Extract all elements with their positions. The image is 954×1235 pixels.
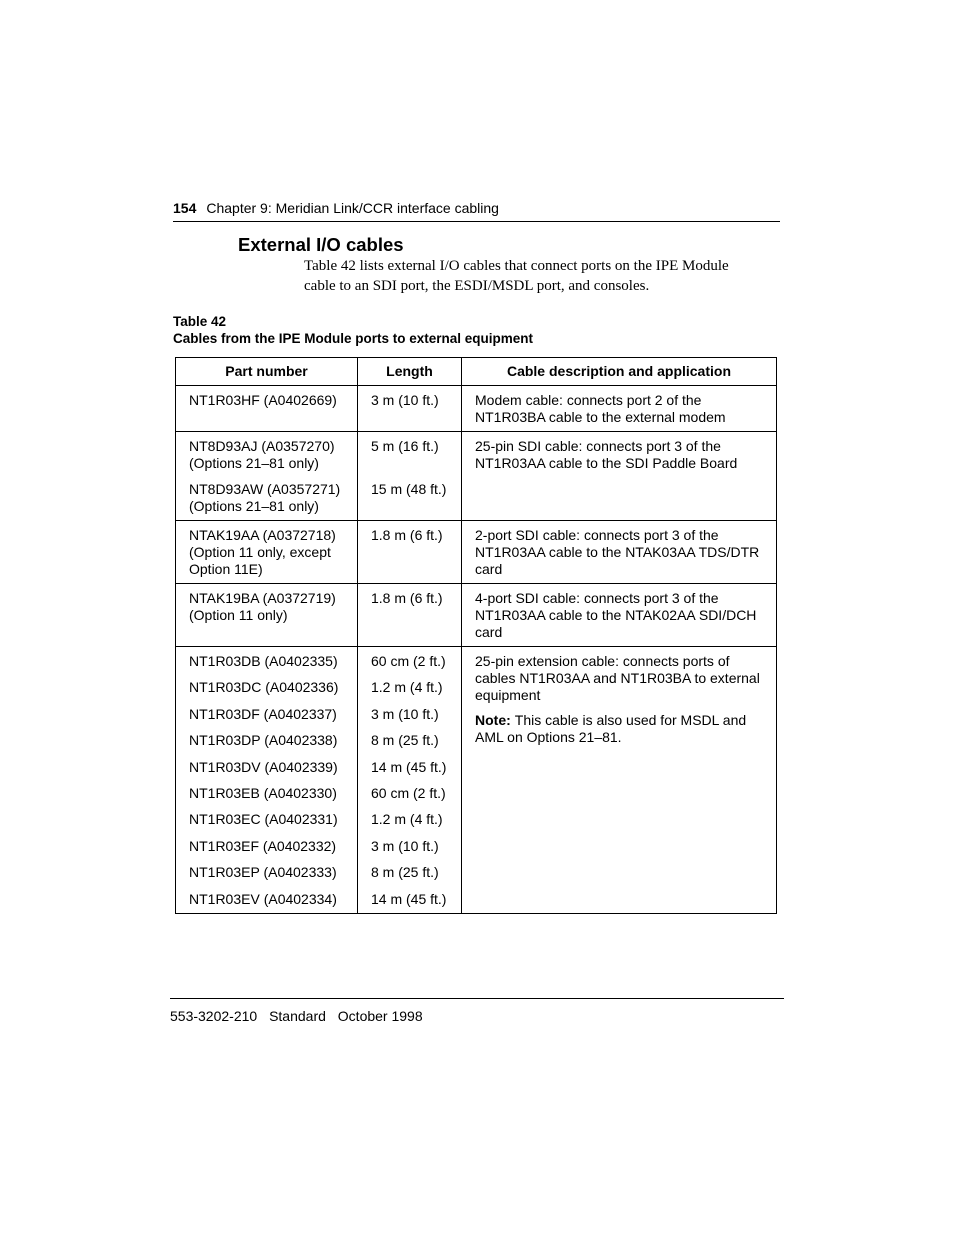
length-value: 8 m (25 ft.) — [371, 732, 439, 749]
cables-table — [175, 357, 777, 914]
section-title: External I/O cables — [238, 234, 404, 255]
part-cell — [176, 386, 358, 432]
length-cell: 1.8 m (6 ft.) — [358, 584, 462, 647]
document-status: Standard — [269, 1008, 326, 1024]
table-row — [176, 386, 777, 432]
part-number: NT1R03EC (A0402331) — [189, 811, 338, 828]
header-length: Length — [358, 358, 462, 386]
note — [475, 712, 768, 746]
chapter-title: Chapter 9: Meridian Link/CCR interface cabling — [206, 200, 499, 216]
part-number: NT1R03DF (A0402337) — [189, 705, 337, 722]
document-date: October 1998 — [337, 1008, 423, 1024]
length-value: 1.2 m (4 ft.) — [371, 679, 443, 696]
header-description: Cable description and application — [462, 358, 777, 386]
part-number: NT1R03HF (A0402669) — [189, 392, 337, 408]
header-part-number: Part number — [176, 358, 358, 386]
part-number: NT1R03DC (A0402336) — [189, 679, 339, 696]
description-cell: 25-pin SDI cable: connects port 3 of the NT1R03AA cable to the SDI Paddle Board — [462, 432, 777, 521]
length-cell — [358, 386, 462, 432]
part-cell: NTAK19BA (A0372719) (Option 11 only) — [176, 584, 358, 647]
table-caption — [173, 313, 533, 347]
table-row — [176, 584, 777, 647]
length-value: 3 m (10 ft.) — [371, 705, 439, 722]
note-text: This cable is also used for MSDL and AML on Options 21–81. — [475, 712, 747, 745]
length-cell — [358, 432, 462, 521]
description-cell: Modem cable: connects port 2 of the NT1R03BA cable to the external modem — [462, 386, 777, 432]
length-value: 3 m (10 ft.) — [371, 392, 439, 408]
length-cell: 1.8 m (6 ft.) — [358, 521, 462, 584]
section-intro: Table 42 lists external I/O cables that connect ports on the IPE Module cable to an SDI port, the ESDI/MSDL port, and consoles. — [304, 258, 729, 294]
length-value: 60 cm (2 ft.) — [371, 653, 446, 669]
table-label: Table 42 — [173, 314, 227, 329]
table-header-row — [176, 358, 777, 386]
length-value: 14 m (45 ft.) — [371, 758, 447, 775]
part-number: NT8D93AJ (A0357270) (Options 21–81 only) — [189, 438, 335, 471]
description-cell: 4-port SDI cable: connects port 3 of the NT1R03AA cable to the NTAK02AA SDI/DCH card — [462, 584, 777, 647]
part-number: NT1R03EV (A0402334) — [189, 890, 337, 907]
part-cell: NTAK19AA (A0372718) (Option 11 only, except Option 11E) — [176, 521, 358, 584]
part-number: NT1R03DP (A0402338) — [189, 732, 338, 749]
length-value: 14 m (45 ft.) — [371, 890, 447, 907]
page-footer — [170, 998, 784, 1024]
table-row — [176, 521, 777, 584]
part-number: NT1R03EP (A0402333) — [189, 864, 337, 881]
length-value: 5 m (16 ft.) — [371, 438, 439, 454]
description-cell — [462, 647, 777, 914]
page-number: 154 — [173, 200, 197, 216]
part-cell — [176, 432, 358, 521]
page-header — [173, 200, 780, 222]
table-title: Cables from the IPE Module ports to external equipment — [173, 331, 534, 346]
part-number: NT1R03EB (A0402330) — [189, 784, 337, 801]
table-row — [176, 647, 777, 914]
part-cell — [176, 647, 358, 914]
length-value: 3 m (10 ft.) — [371, 837, 439, 854]
part-number: NT8D93AW (A0357271) (Options 21–81 only) — [189, 481, 341, 514]
part-number: NT1R03DB (A0402335) — [189, 653, 338, 669]
length-value: 15 m (48 ft.) — [371, 481, 447, 497]
description-cell: 2-port SDI cable: connects port 3 of the NT1R03AA cable to the NTAK03AA TDS/DTR card — [462, 521, 777, 584]
length-value: 1.2 m (4 ft.) — [371, 811, 443, 828]
part-number: NT1R03EF (A0402332) — [189, 837, 337, 854]
length-value: 60 cm (2 ft.) — [371, 784, 446, 801]
length-value: 8 m (25 ft.) — [371, 864, 439, 881]
length-cell — [358, 647, 462, 914]
note-label: Note: — [475, 712, 511, 728]
description-text: 25-pin extension cable: connects ports of cables NT1R03AA and NT1R03BA to external equipment — [475, 653, 760, 703]
table-row — [176, 432, 777, 521]
part-number: NT1R03DV (A0402339) — [189, 758, 338, 775]
document-number: 553-3202-210 — [170, 1008, 258, 1024]
